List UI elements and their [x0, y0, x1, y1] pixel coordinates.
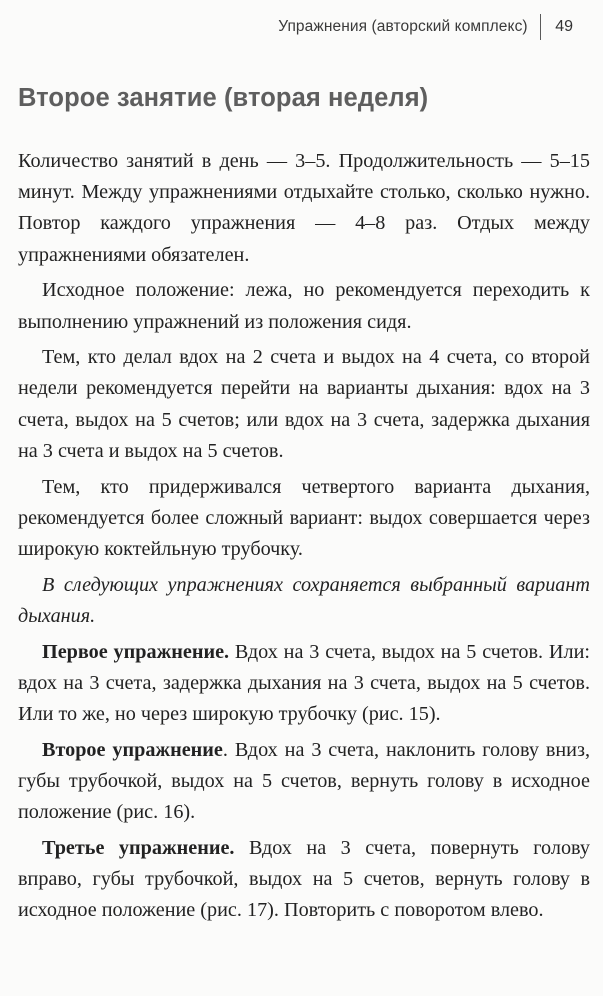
exercise-3-text: Вдох на 3 счета, повернуть голову вправо, губы трубочкой, выдох на 5 счетов, вернуть голову в исходное положение (рис. 17). Повторить с поворотом влево. — [18, 836, 590, 922]
exercise-3-label: Третье упражнение. — [42, 836, 235, 859]
page-title: Второе занятие (вторая неделя) — [18, 84, 429, 112]
page-number: 49 — [555, 18, 573, 35]
header-section-title: Упражнения (авторский комплекс) — [278, 18, 528, 35]
header-divider — [540, 14, 542, 40]
paragraph-schedule: Количество занятий в день — 3–5. Продолжительность — 5–15 минут. Между упражнениями отдыхайте столько, сколько нужно. Повтор каждого упражнения — 4–8 раз. Отдых между упражнениями обязателен. — [18, 150, 590, 266]
exercise-1-text: Вдох на 3 счета, выдох на 5 счетов. Или: вдох на 3 счета, задержка дыхания на 3 счета, выдох на 5 счетов. Или то же, но через широкую трубочку (рис. 15). — [18, 640, 590, 725]
body-text — [18, 146, 590, 931]
running-header — [278, 14, 573, 40]
paragraph-breathing-variants: Тем, кто делал вдох на 2 счета и выдох на 4 счета, со второй недели рекомендуется перейти на варианты дыхания: вдох на 3 счета, выдох на 5 счетов; или вдох на 3 счета, задержка дыхания на 3 счета и выдох на 5 счетов. — [18, 346, 590, 462]
exercise-1-label: Первое упражнение. — [42, 640, 230, 663]
paragraph-advanced-variant: Тем, кто придерживался четвертого варианта дыхания, рекомендуется более сложный вариант: выдох совершается через широкую коктейльную трубочку. — [18, 475, 590, 560]
paragraph-note: В следующих упражнениях сохраняется выбранный вариант дыхания. — [18, 573, 590, 627]
paragraph-exercise-2 — [18, 735, 590, 829]
paragraph-exercise-3 — [18, 833, 590, 927]
exercise-2-text: . Вдох на 3 счета, наклонить голову вниз, губы трубочкой, выдох на 5 счетов, вернуть голову в исходное положение (рис. 16). — [18, 738, 590, 824]
exercise-2-label: Второе упражнение — [42, 738, 223, 761]
paragraph-starting-position: Исходное положение: лежа, но рекомендуется переходить к выполнению упражнений из положения сидя. — [18, 279, 590, 333]
paragraph-exercise-1 — [18, 637, 590, 731]
